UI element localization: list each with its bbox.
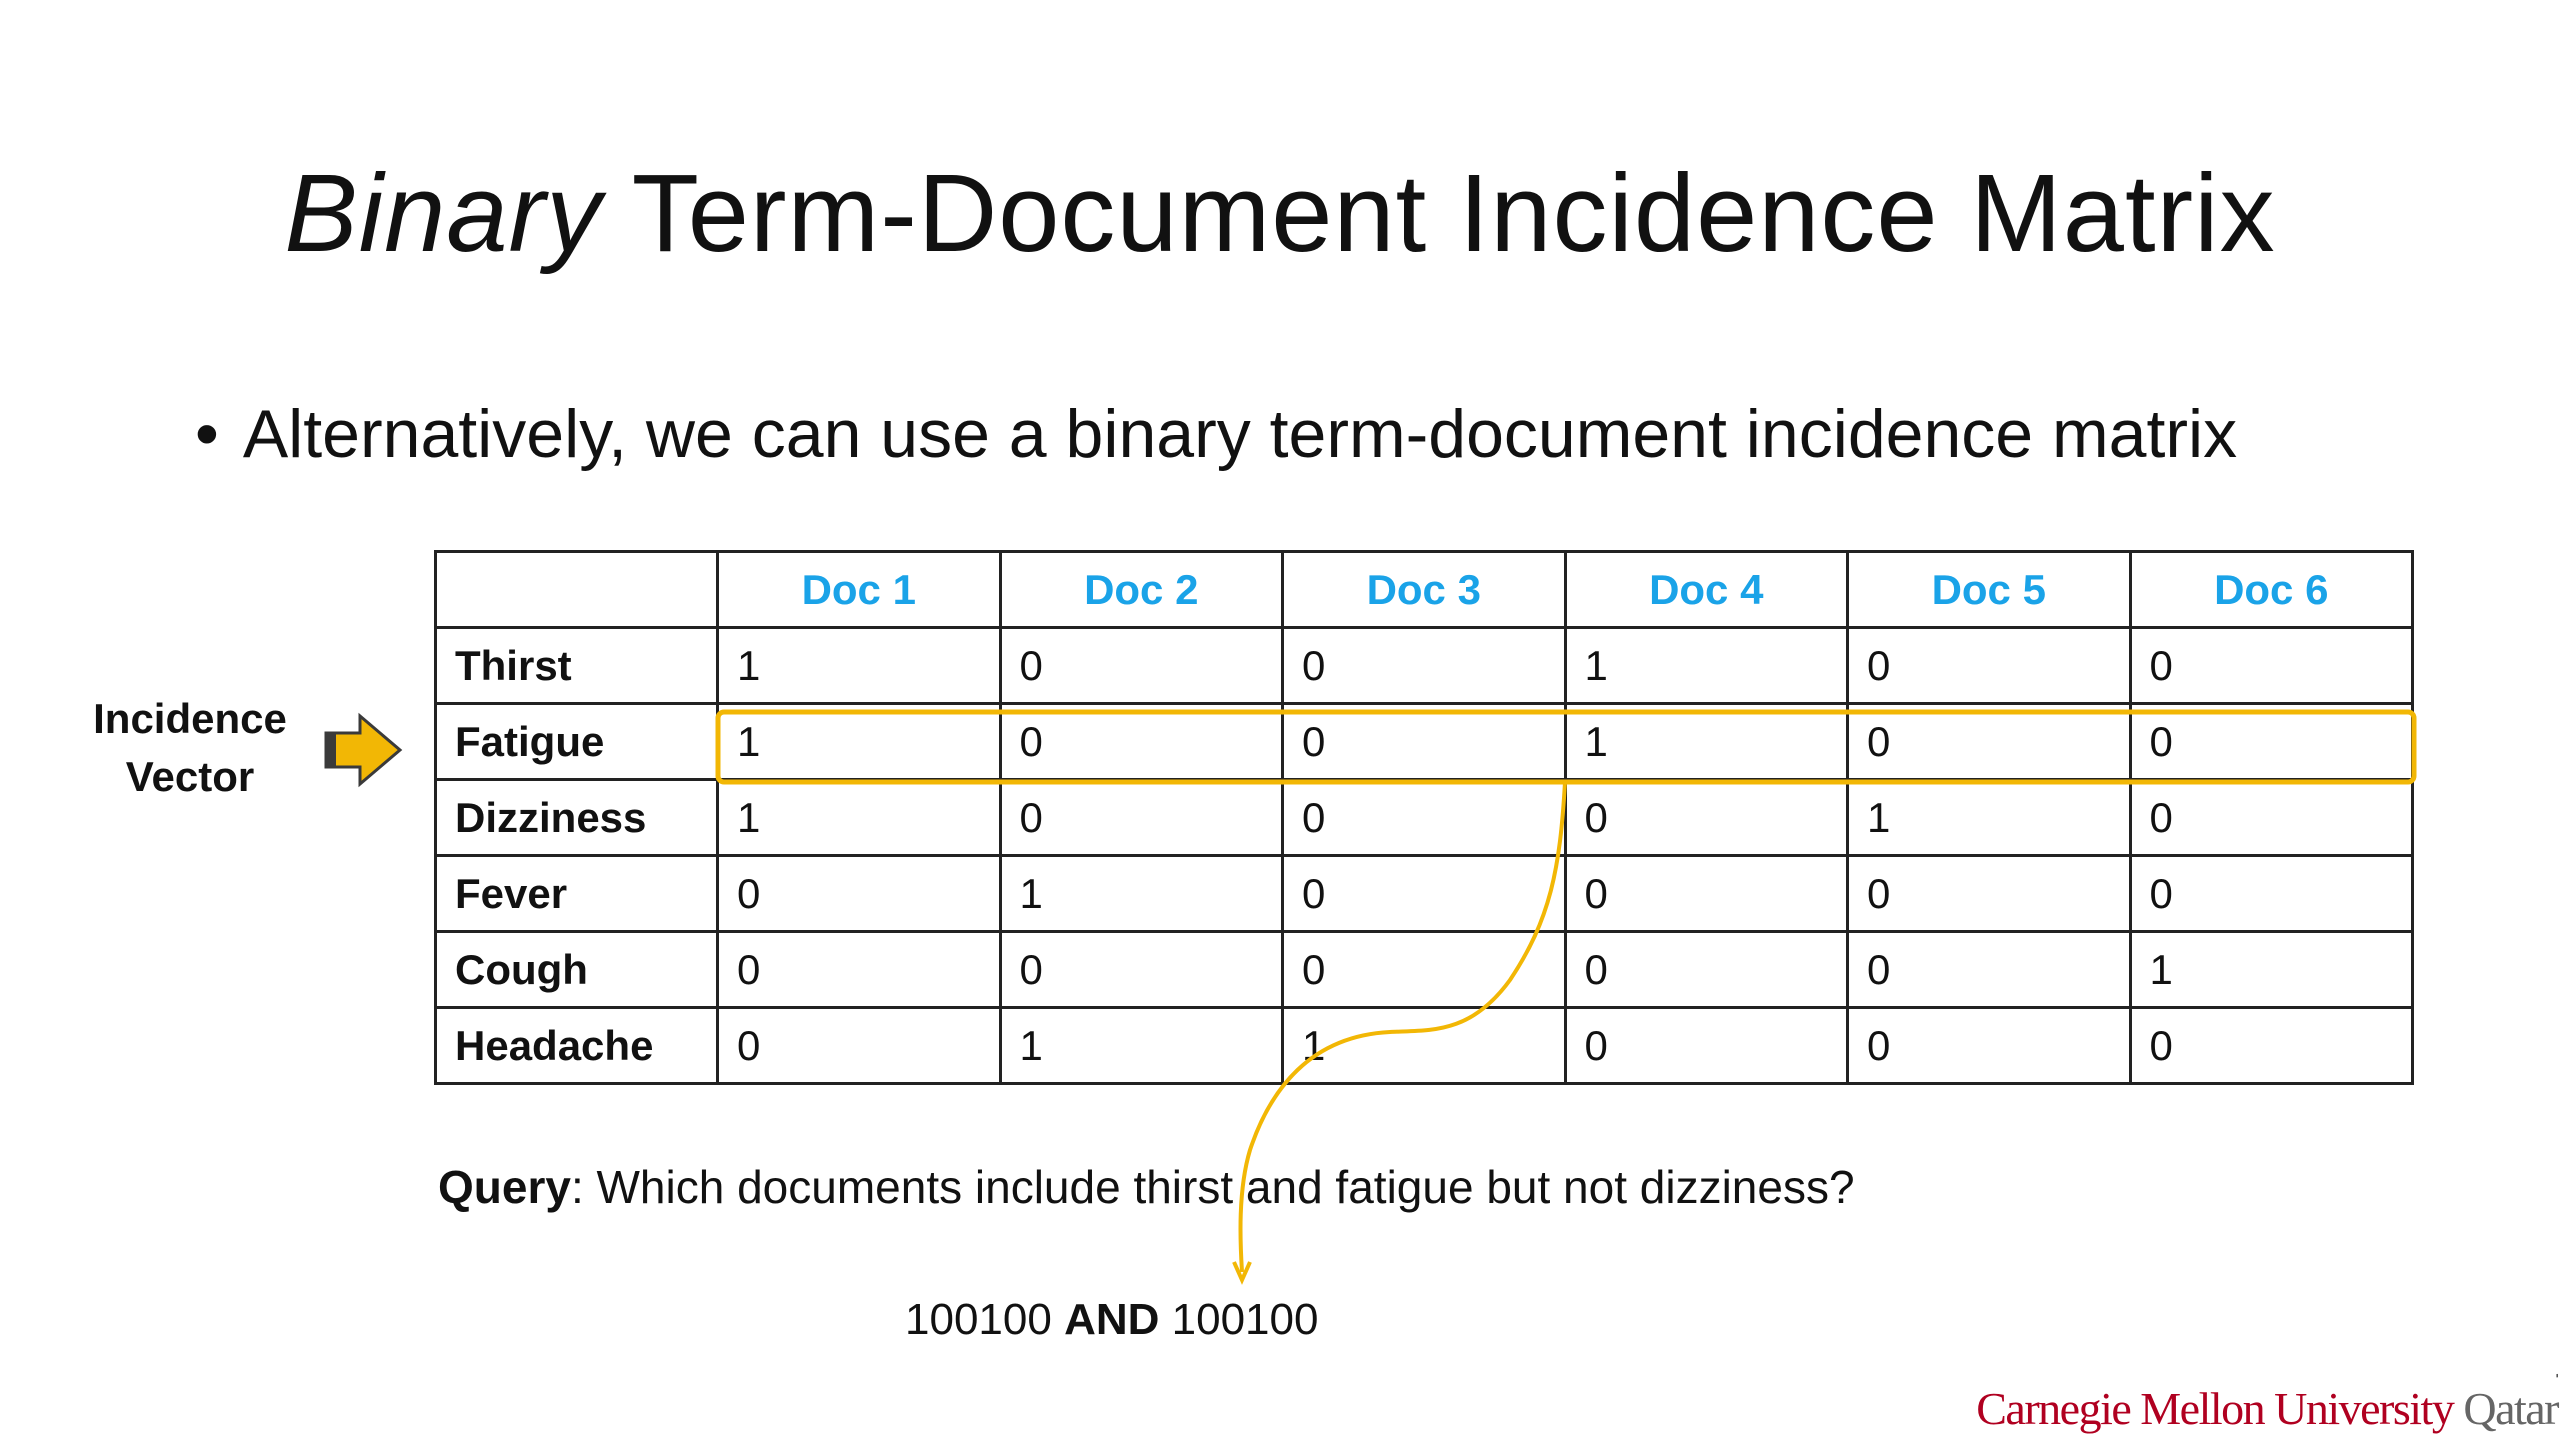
logo-english-main: Carnegie Mellon University xyxy=(1976,1383,2454,1434)
incidence-label-line2: Vector xyxy=(125,753,255,800)
matrix-cell: 0 xyxy=(1000,628,1283,704)
expr-left: 100100 xyxy=(905,1295,1052,1344)
connector-arrowhead-icon xyxy=(1234,1262,1250,1280)
matrix-cell: 0 xyxy=(1848,704,2131,780)
matrix-cell: 0 xyxy=(1565,780,1848,856)
matrix-cell: 1 xyxy=(1565,704,1848,780)
matrix-cell: 1 xyxy=(718,704,1001,780)
doc-header: Doc 3 xyxy=(1283,552,1566,628)
matrix-header-row xyxy=(436,552,2413,628)
matrix-cell: 0 xyxy=(1565,856,1848,932)
matrix-cell: 0 xyxy=(1283,628,1566,704)
matrix-cell: 0 xyxy=(1848,856,2131,932)
bullet-point xyxy=(195,395,2237,473)
matrix-cell: 0 xyxy=(1283,932,1566,1008)
logo-arabic-text xyxy=(2556,1333,2558,1378)
matrix-cell: 1 xyxy=(1565,628,1848,704)
matrix-cell: 1 xyxy=(1848,780,2131,856)
query-text xyxy=(438,1160,1855,1214)
doc-header: Doc 2 xyxy=(1000,552,1283,628)
matrix-row-thirst xyxy=(436,628,2413,704)
incidence-matrix xyxy=(434,550,2414,1085)
matrix-cell: 1 xyxy=(1000,856,1283,932)
doc-header: Doc 1 xyxy=(718,552,1001,628)
matrix-cell: 0 xyxy=(718,856,1001,932)
term-label: Cough xyxy=(436,932,718,1008)
matrix-cell: 1 xyxy=(718,628,1001,704)
bullet-symbol: • xyxy=(195,396,219,472)
matrix-cell: 0 xyxy=(2130,780,2413,856)
matrix-cell: 1 xyxy=(1000,1008,1283,1084)
arrow-right-icon xyxy=(326,716,400,784)
matrix-cell: 0 xyxy=(1000,704,1283,780)
boolean-expression xyxy=(905,1295,1318,1345)
matrix-corner-cell xyxy=(436,552,718,628)
expr-operator: AND xyxy=(1064,1295,1160,1344)
matrix-cell: 0 xyxy=(1565,932,1848,1008)
university-logo xyxy=(1976,1330,2560,1440)
term-label: Headache xyxy=(436,1008,718,1084)
matrix-row-dizziness xyxy=(436,780,2413,856)
expr-right: 100100 xyxy=(1171,1295,1319,1344)
query-question: : Which documents include thirst and fatigue but not dizziness? xyxy=(570,1161,1855,1213)
doc-header: Doc 4 xyxy=(1565,552,1848,628)
matrix-row-cough xyxy=(436,932,2413,1008)
matrix-cell: 1 xyxy=(1283,1008,1566,1084)
query-label: Query xyxy=(438,1161,571,1213)
term-label: Fatigue xyxy=(436,704,718,780)
matrix-cell: 0 xyxy=(2130,856,2413,932)
term-label: Dizziness xyxy=(436,780,718,856)
doc-header: Doc 5 xyxy=(1848,552,2131,628)
matrix-cell: 0 xyxy=(1283,780,1566,856)
logo-english xyxy=(1976,1382,2558,1435)
matrix-cell: 0 xyxy=(1848,628,2131,704)
matrix-cell: 0 xyxy=(1000,932,1283,1008)
matrix-row-fever xyxy=(436,856,2413,932)
matrix-cell: 0 xyxy=(1283,856,1566,932)
matrix-cell: 0 xyxy=(2130,628,2413,704)
matrix-row-headache xyxy=(436,1008,2413,1084)
matrix-cell: 0 xyxy=(1283,704,1566,780)
matrix-cell: 0 xyxy=(1848,932,2131,1008)
matrix-row-fatigue xyxy=(436,704,2413,780)
doc-header: Doc 6 xyxy=(2130,552,2413,628)
matrix-cell: 0 xyxy=(1848,1008,2131,1084)
term-label: Fever xyxy=(436,856,718,932)
incidence-label-line1: Incidence xyxy=(93,695,287,742)
matrix-cell: 1 xyxy=(2130,932,2413,1008)
title-rest: Term-Document Incidence Matrix xyxy=(631,152,2276,275)
term-label: Thirst xyxy=(436,628,718,704)
matrix-cell: 0 xyxy=(1000,780,1283,856)
title-emphasis: Binary xyxy=(284,152,603,275)
slide-title xyxy=(0,150,2560,277)
arabic-logotype xyxy=(2068,1328,2558,1378)
matrix-cell: 0 xyxy=(2130,704,2413,780)
matrix-cell: 0 xyxy=(1565,1008,1848,1084)
matrix-cell: 1 xyxy=(718,780,1001,856)
matrix-cell: 0 xyxy=(718,1008,1001,1084)
logo-english-suffix: Qatar xyxy=(2463,1383,2558,1434)
bullet-text: Alternatively, we can use a binary term-document incidence matrix xyxy=(242,396,2238,472)
matrix-cell: 0 xyxy=(718,932,1001,1008)
matrix-cell: 0 xyxy=(2130,1008,2413,1084)
incidence-vector-label xyxy=(80,690,300,806)
